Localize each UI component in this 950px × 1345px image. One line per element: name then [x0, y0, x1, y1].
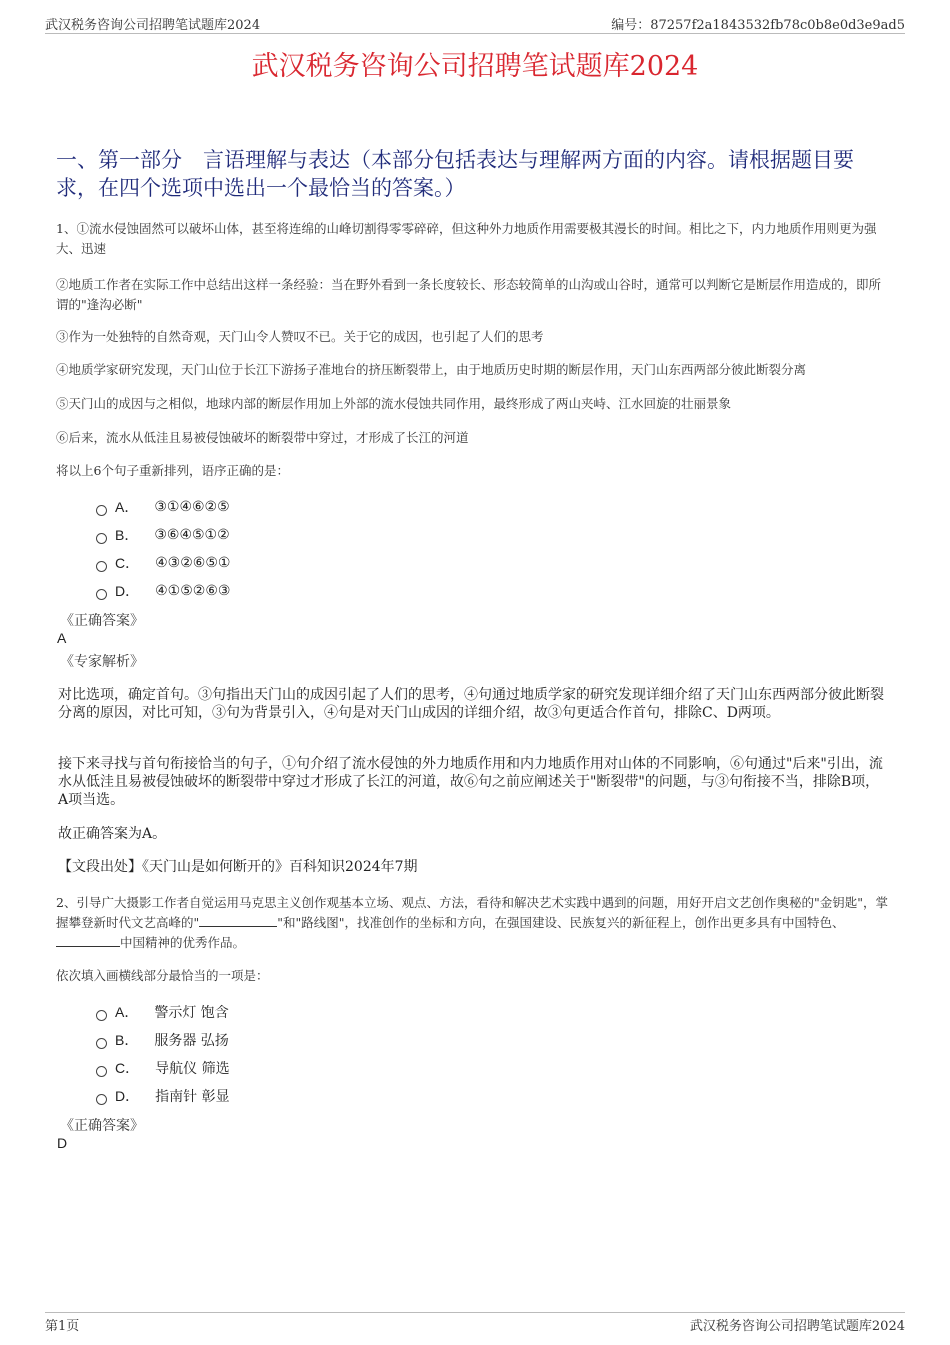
- q1-analysis-paragraph-1: 对比选项，确定首句。③句指出天门山的成因引起了人们的思考，④句通过地质学家的研究发现详细介绍了天门山东西两部分彼此断裂分离的原因，对比可知，③句为背景引入，④句是对天门山成因的详细介绍，故③句更适合作首句，排除C、D两项。: [58, 687, 884, 721]
- footer-divider: [45, 1312, 905, 1313]
- option-letter: A．: [115, 499, 139, 515]
- footer-page-number: 第1页: [45, 1319, 80, 1334]
- blank-1: [199, 925, 277, 927]
- q1-answer-value: A: [57, 630, 67, 646]
- radio-icon[interactable]: [96, 505, 107, 516]
- option-text: ③⑥④⑤①②: [154, 527, 230, 543]
- footer-doc-title: 武汉税务咨询公司招聘笔试题库2024: [689, 1319, 905, 1334]
- q1-sentence-2: ②地质工作者在实际工作中总结出这样一条经验：当在野外看到一条长度较长、形态较简单的山沟或山谷时，通常可以判断它是断层作用造成的，即所谓的"逢沟必断": [56, 277, 882, 312]
- q2-stem-part-1: 2、引导广大摄影工作者自觉运用马克思主义创作观基本立场、观点、方法，看待和解决艺术实践中遇到的问题，用好开启文艺创作奥秘的"金钥匙"，掌握攀登新时代文艺高峰的": [56, 895, 888, 930]
- radio-icon[interactable]: [96, 1010, 107, 1021]
- q1-answer-label: 《正确答案》: [60, 613, 144, 629]
- radio-icon[interactable]: [96, 1038, 107, 1049]
- q1-option-d[interactable]: [96, 581, 230, 601]
- header-divider: [45, 33, 905, 34]
- radio-icon[interactable]: [96, 589, 107, 600]
- option-text: 导航仪 筛选: [155, 1061, 230, 1077]
- q1-sentence-3: ③作为一处独特的自然奇观，天门山令人赞叹不已。关于它的成因，也引起了人们的思考: [56, 329, 544, 344]
- option-letter: C．: [115, 1060, 140, 1076]
- option-text: 警示灯 饱含: [154, 1005, 229, 1021]
- q1-source: 【文段出处】《天门山是如何断开的》百科知识2024年7期: [58, 859, 418, 875]
- q2-answer-value: D: [57, 1135, 68, 1151]
- option-letter: D．: [115, 1088, 140, 1104]
- option-text: 指南针 彰显: [155, 1089, 230, 1105]
- option-letter: C．: [115, 555, 140, 571]
- option-letter: B．: [115, 1032, 139, 1048]
- q1-analysis-label: 《专家解析》: [60, 654, 144, 670]
- page-title: 武汉税务咨询公司招聘笔试题库2024: [251, 51, 699, 82]
- option-letter: A．: [115, 1004, 139, 1020]
- q1-option-b[interactable]: [96, 525, 230, 545]
- q1-sentence-1: 1、①流水侵蚀固然可以破坏山体，甚至将连绵的山峰切割得零零碎碎，但这种外力地质作用需要极其漫长的时间。相比之下，内力地质作用则更为强大、迅速: [56, 221, 877, 256]
- q2-stem: [56, 893, 890, 953]
- q1-sentence-5: ⑤天门山的成因与之相似，地球内部的断层作用加上外部的流水侵蚀共同作用，最终形成了两山夹峙、江水回旋的壮丽景象: [56, 396, 732, 411]
- option-letter: D．: [115, 583, 140, 599]
- option-text: ④①⑤②⑥③: [155, 583, 231, 599]
- q2-option-c[interactable]: [96, 1058, 230, 1078]
- q2-prompt: 依次填入画横线部分最恰当的一项是：: [56, 968, 269, 983]
- q2-option-a[interactable]: [96, 1002, 229, 1022]
- radio-icon[interactable]: [96, 533, 107, 544]
- q1-analysis-paragraph-2: 接下来寻找与首句衔接恰当的句子，①句介绍了流水侵蚀的外力地质作用和内力地质作用对山体的不同影响，⑥句通过"后来"引出，流水从低洼且易被侵蚀破坏的断裂带中穿过才形成了长江的河道，故⑥句之前应阐述关于"断裂带"的问题，与③句衔接不当，排除B项，A项当选。: [58, 756, 883, 808]
- section-heading: 一、第一部分 言语理解与表达（本部分包括表达与理解两方面的内容。请根据题目要求，在四个选项中选出一个最恰当的答案。）: [56, 148, 854, 200]
- option-text: 服务器 弘扬: [154, 1033, 229, 1049]
- radio-icon[interactable]: [96, 561, 107, 572]
- q1-sentence-4: ④地质学家研究发现，天门山位于长江下游扬子准地台的挤压断裂带上，由于地质历史时期的断层作用，天门山东西两部分彼此断裂分离: [56, 362, 807, 377]
- q2-stem-part-3: 中国精神的优秀作品。: [120, 935, 246, 950]
- q2-option-b[interactable]: [96, 1030, 229, 1050]
- option-letter: B．: [115, 527, 139, 543]
- q2-option-d[interactable]: [96, 1086, 230, 1106]
- header-doc-title: 武汉税务咨询公司招聘笔试题库2024: [45, 18, 261, 33]
- blank-2: [56, 945, 120, 947]
- q1-option-c[interactable]: [96, 553, 230, 573]
- radio-icon[interactable]: [96, 1094, 107, 1105]
- radio-icon[interactable]: [96, 1066, 107, 1077]
- q2-stem-part-2: "和"路线图"，找准创作的坐标和方向，在强国建设、民族复兴的新征程上，创作出更多具有中国特色、: [277, 915, 845, 930]
- option-text: ④③②⑥⑤①: [155, 555, 231, 571]
- q1-sentence-6: ⑥后来，流水从低洼且易被侵蚀破坏的断裂带中穿过，才形成了长江的河道: [56, 430, 469, 445]
- option-text: ③①④⑥②⑤: [154, 499, 230, 515]
- q1-analysis-paragraph-3: 故正确答案为A。: [58, 826, 167, 842]
- header-doc-id: 编号：87257f2a1843532fb78c0b8e0d3e9ad5: [611, 18, 905, 33]
- q1-option-a[interactable]: [96, 497, 230, 517]
- q1-prompt: 将以上6个句子重新排列，语序正确的是：: [56, 463, 289, 478]
- q2-answer-label: 《正确答案》: [60, 1118, 144, 1134]
